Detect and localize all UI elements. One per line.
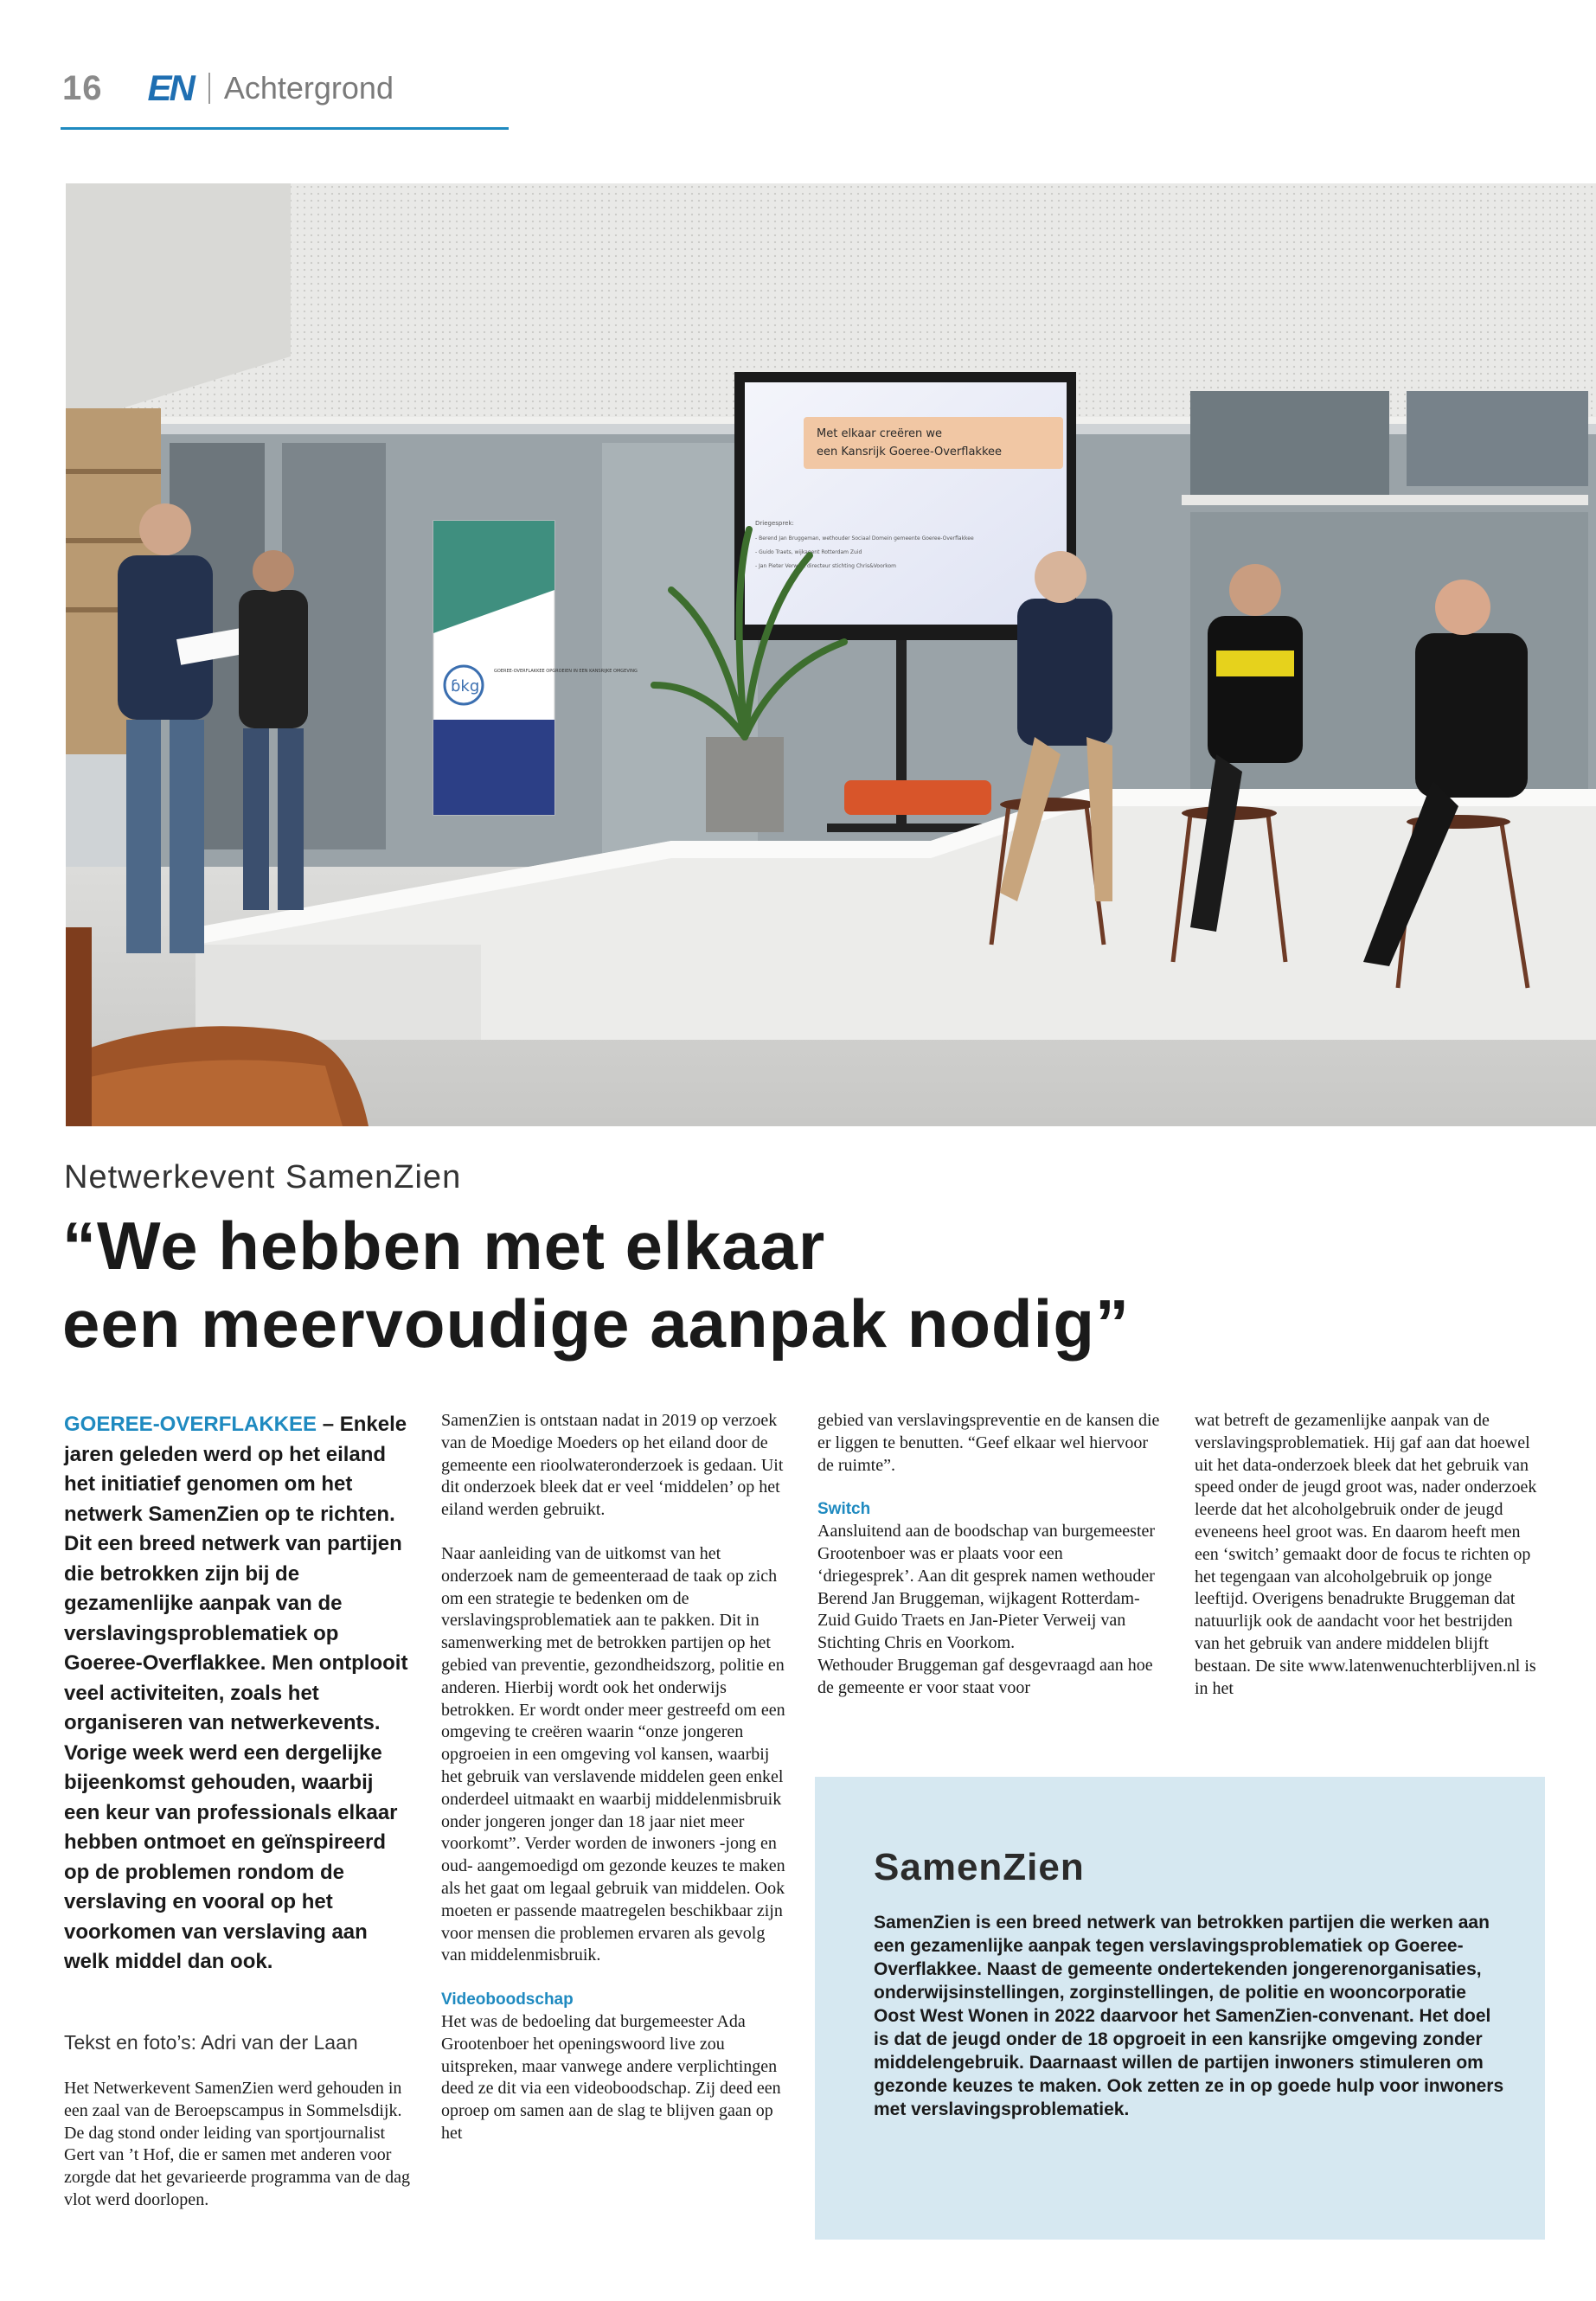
lead-text: – Enkele jaren geleden werd op het eiland het initiatief genomen om het netwerk SamenZien op te richten. Dit een breed netwerk van partijen die betrokken zijn bij de gezamenlijke aanpak van de verslavingsproblematiek op Goeree-Overflakkee. Men ontplooit veel activiteiten, zoals het organiseren van netwerkevents. Vorige week werd een dergelijke bijeenkomst gehouden, waarbij een keur van professionals elkaar hebben ontmoet en geïnspireerd op de problemen rondom de verslaving en vooral op het voorkomen van verslaving aan welk middel dan ook. xyxy=(64,1413,408,1973)
page-header xyxy=(62,62,394,114)
headline-line-1: “We hebben met elkaar xyxy=(62,1208,826,1284)
col3-paragraph-1: gebied van verslavingspreventie en de kansen die er liggen te benutten. “Geef elkaar wel hiervoor de ruimte”. xyxy=(817,1411,1160,1475)
header-rule xyxy=(61,127,509,130)
col4-paragraph-1: wat betreft de gezamenlijke aanpak van de verslavingsproblematiek. Hij gaf aan dat hoewel uit het data-onderzoek bleek dat het gebruik van speed onder de jeugd groot was, nader onderzoek leerde dat het alcoholgebruik onder de jeugd eveneens heel groot was. En daarom heeft men een ‘switch’ gemaakt door de focus te richten op het tegengaan van alcoholgebruik op jonge leeftijd. Overigens benadrukte Bruggeman dat natuurlijk ook de aandacht voor het bestrijden van het gebruik van andere middelen blijft bestaan. De site www.latenwenuchterblijven.nl is in het xyxy=(1195,1411,1537,1698)
en-logo: EN xyxy=(147,67,193,108)
headline-line-2: een meervoudige aanpak nodig” xyxy=(62,1285,1130,1362)
screen-title-line1: Met elkaar creëren we xyxy=(817,427,943,440)
photo-credit: Tekst en foto’s: Adri van der Laan xyxy=(64,2031,358,2054)
subheading-videoboodschap: Videoboodschap xyxy=(441,1990,574,2009)
screen-item-1: - Berend Jan Bruggeman, wethouder Sociaal Domein gemeente Goeree-Overflakkee xyxy=(755,535,974,542)
header-separator xyxy=(208,73,210,104)
col2-paragraph-1: SamenZien is ontstaan nadat in 2019 op verzoek van de Moedige Moeders op het eiland door de gemeente een rioolwateronderzoek is gedaan. Uit dit onderzoek bleek dat er veel ‘middelen’ op het eiland werden gebruikt. xyxy=(441,1411,784,1520)
col2-paragraph-3: Het was de bedoeling dat burgemeester Ada Grootenboer het openingswoord live zou uitspreken, maar vanwege andere verplichtingen deed ze dit via een videoboodschap. Zij deed een oproep om samen aan de slag te blijven gaan op het xyxy=(441,2011,781,2143)
banner-text: GOEREE-OVERFLAKKEE OPGROEIEN IN EEN KANSRIJKE OMGEVING xyxy=(494,669,638,674)
col3-paragraph-2: Aansluitend aan de boodschap van burgemeester Grootenboer was er plaats voor een ‘driegesprek’. Aan dit gesprek namen wethouder Berend Jan Bruggeman, wijkagent Rotterdam-Zuid Guido Traets en Jan-Pieter Verweij van Stichting Chris en Voorkom. xyxy=(817,1522,1156,1653)
infobox-text: SamenZien is een breed netwerk van betrokken partijen die werken aan een gezamenlijke aanpak tegen verslavingsproblematiek op Goeree-Overflakkee. Naast de gemeente ondertekenden jongerenorganisaties, onderwijsinstellingen, zorginstellingen, de politie en wooncorporatie Oost West Wonen in 2022 daarvoor het SamenZien-convenant. Het doel is dat de jeugd onder de 18 opgroeit in een kansrijke omgeving zonder middelengebruik. Daarnaast willen de partijen inwoners stimuleren om gezonde keuzes te maken. Ook zetten ze in op goede hulp voor inwoners met verslavingsproblematiek. xyxy=(874,1913,1504,2119)
column-2 xyxy=(441,1410,787,2145)
article-lead xyxy=(64,1410,410,1977)
banner-logo: ɓkg xyxy=(451,677,480,695)
subheading-switch: Switch xyxy=(817,1500,871,1519)
section-label: Achtergrond xyxy=(223,70,394,106)
screen-title-line2: een Kansrijk Goeree-Overflakkee xyxy=(817,445,1003,458)
column-1 xyxy=(64,2078,410,2212)
col2-paragraph-2: Naar aanleiding van de uitkomst van het onderzoek nam de gemeenteraad de taak op zich om een strategie te bedenken om de verslavingsproblematiek aan te pakken. Dit in samenwerking met de betrokken partijen op het gebied van preventie, gezondheidszorg, politie en anderen. Hierbij wordt ook het onderwijs betrokken. Er wordt onder meer gestreefd om een omgeving te creëren waarin “onze jongeren opgroeien in een omgeving vol kansen, waarbij het gebruik van verslavende middelen geen enkel onderdeel uitmaakt en waarbij middelenmisbruik onder jongeren jonger dan 18 jaar niet meer voorkomt”. Verder worden de inwoners -jong en oud- aangemoedigd om gezonde keuzes te maken als het gaat om legaal gebruik van middelen. Ook moeten er passende maatregelen beschikbaar zijn voor mensen die problemen ervaren als gevolg van middelenmisbruik. xyxy=(441,1543,785,1965)
lead-dateline: GOEREE-OVERFLAKKEE xyxy=(64,1413,317,1436)
column-3 xyxy=(817,1410,1163,1700)
col1-paragraph-1: Het Netwerkevent SamenZien werd gehouden in een zaal van de Beroepscampus in Sommelsdijk. De dag stond onder leiding van sportjournalist Gert van ’t Hof, die er samen met anderen voor zorgde dat het gevarieerde programma van de dag vlot werd doorlopen. xyxy=(64,2079,410,2209)
screen-item-2: - Guido Traets, wijkagent Rotterdam Zuid xyxy=(755,549,862,555)
column-4 xyxy=(1195,1410,1541,1700)
article-kicker: Netwerkevent SamenZien xyxy=(64,1159,462,1195)
screen-item-3: - Jan Pieter Verweij, directeur stichting Chris&Voorkom xyxy=(755,563,896,569)
infobox-title: SamenZien xyxy=(874,1846,1085,1888)
event-photo xyxy=(66,183,1596,1126)
page-number: 16 xyxy=(62,68,103,107)
samenzien-infobox xyxy=(815,1777,1545,2240)
screen-label: Driegesprek: xyxy=(755,520,794,527)
col3-paragraph-3: Wethouder Bruggeman gaf desgevraagd aan hoe de gemeente er voor staat voor xyxy=(817,1655,1153,1697)
article-headline xyxy=(62,1207,1533,1362)
